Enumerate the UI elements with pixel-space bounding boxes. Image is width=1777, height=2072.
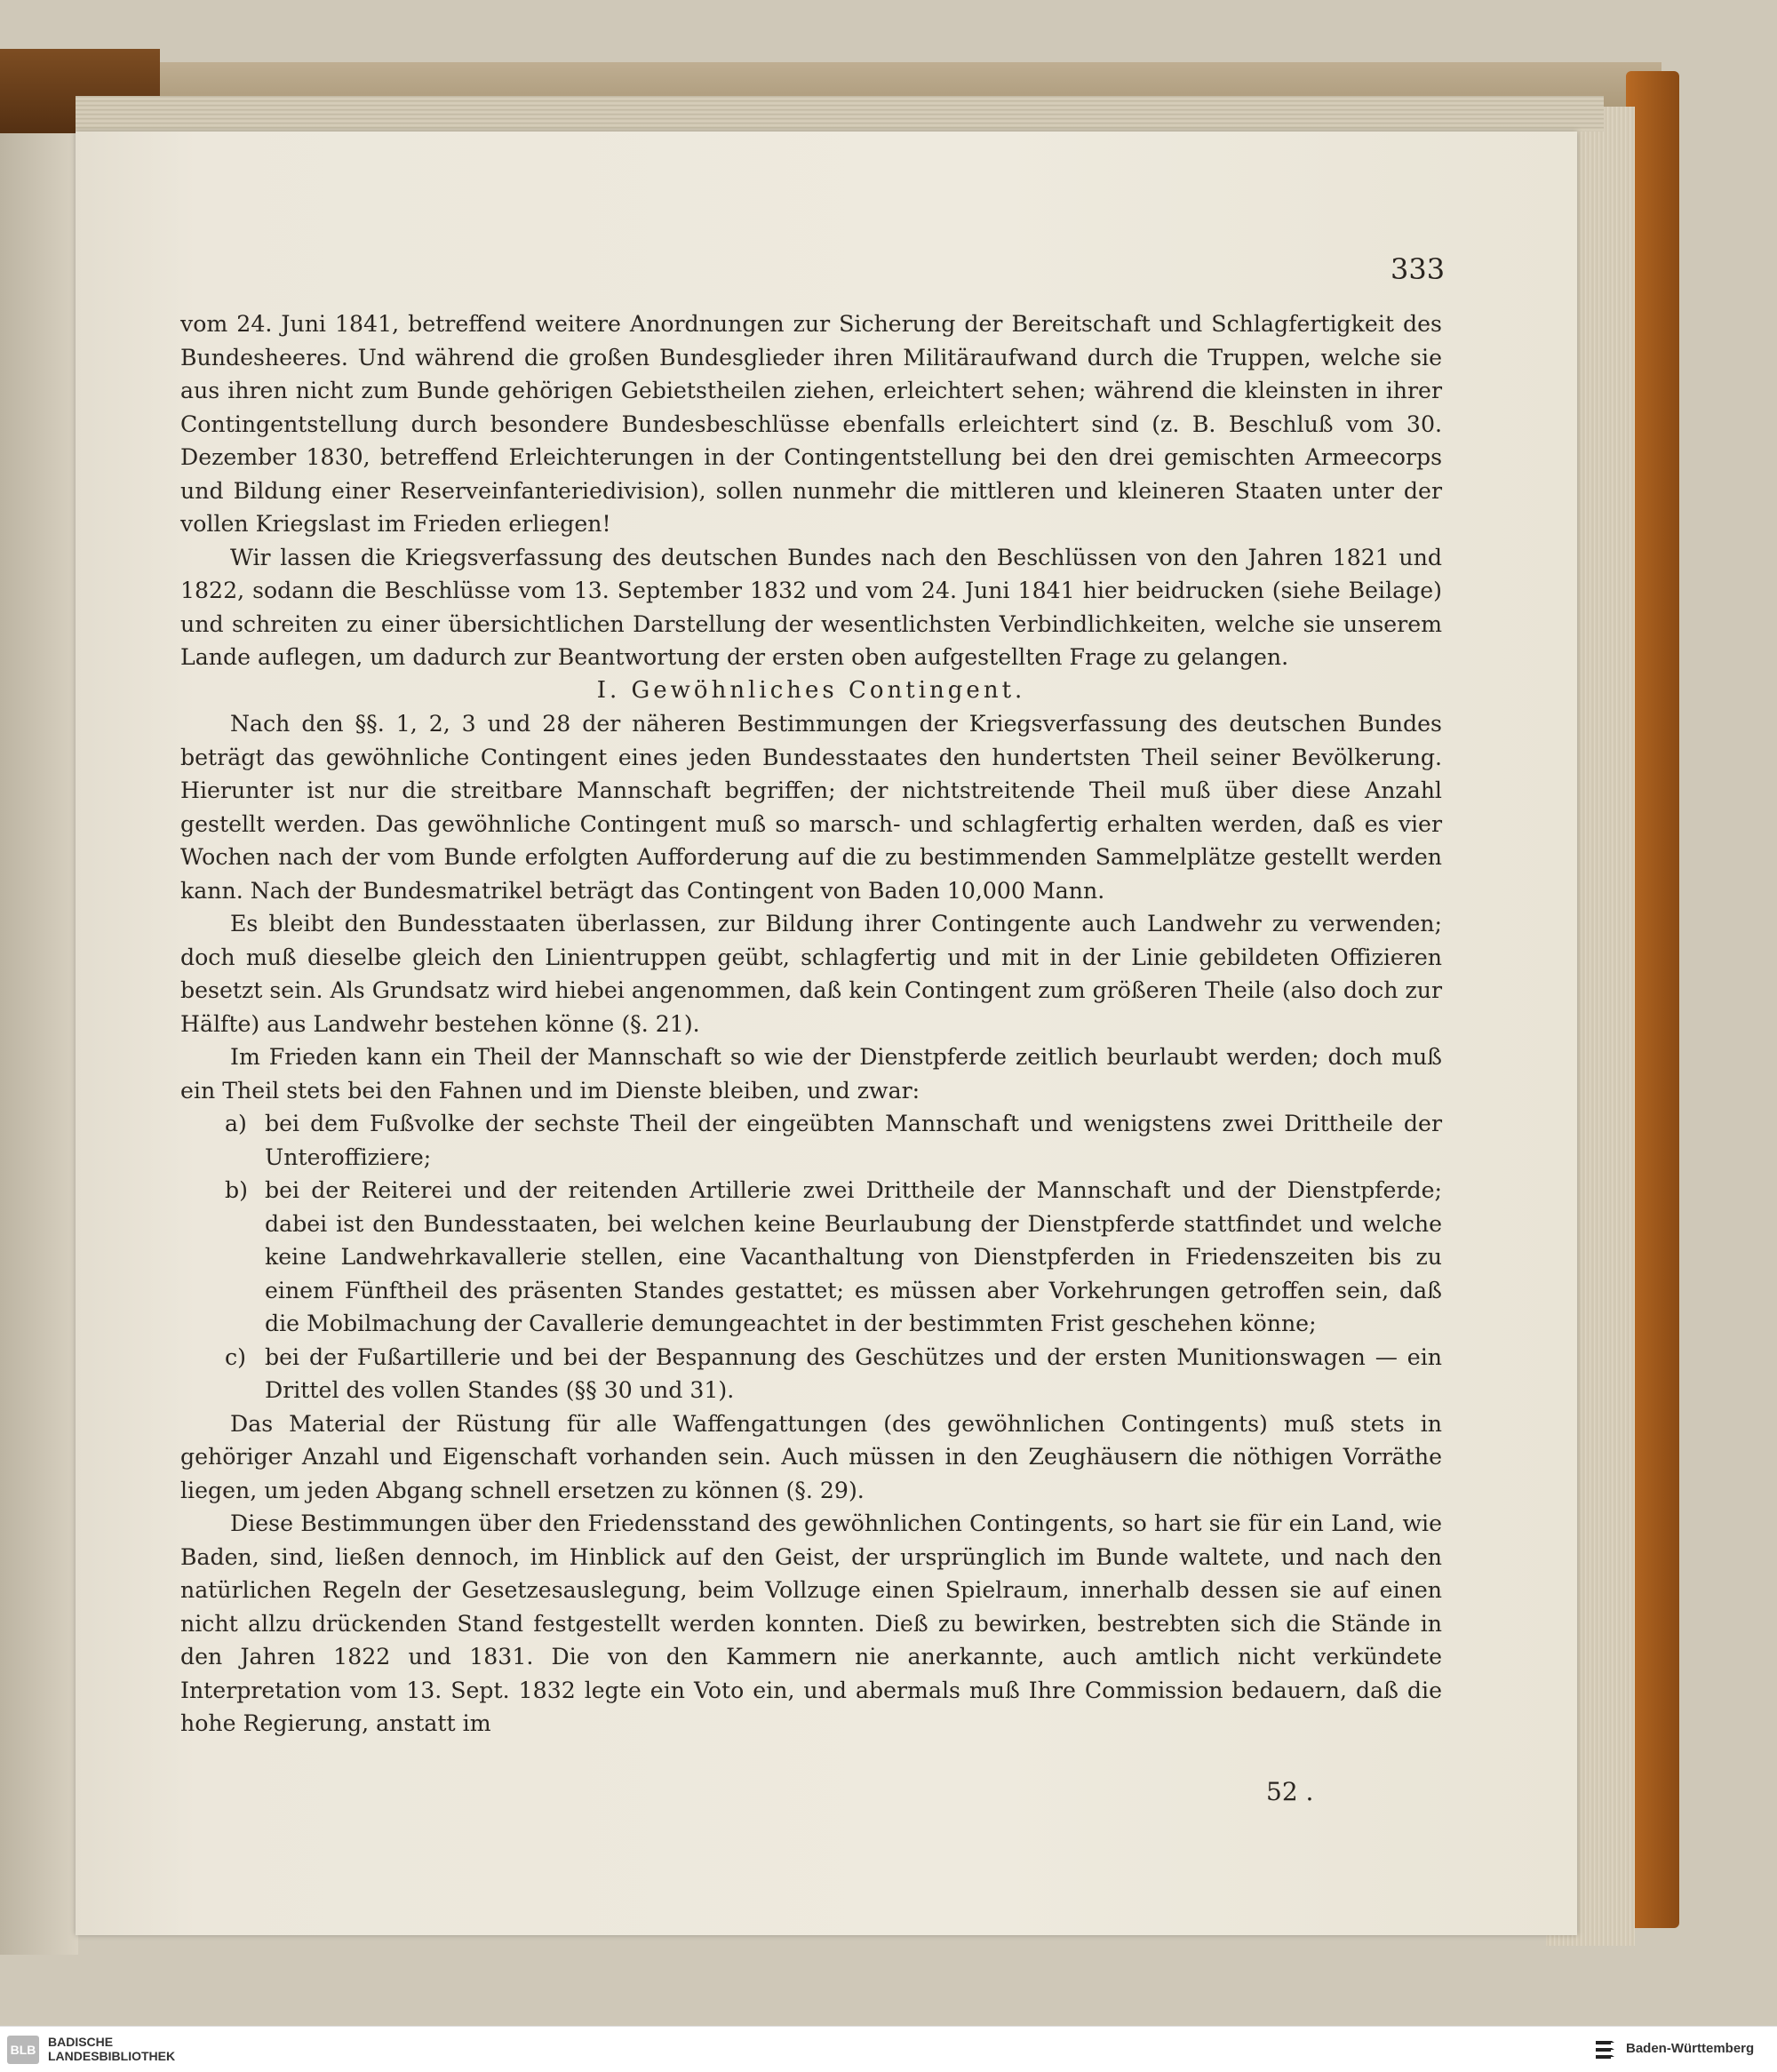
- blb-name-line1: BADISCHE: [48, 2035, 114, 2049]
- page-number: 333: [1391, 252, 1446, 286]
- list-marker: c): [225, 1343, 246, 1370]
- blb-name-line2: LANDESBIBLIOTHEK: [48, 2049, 176, 2063]
- list-item: [180, 1341, 1442, 1407]
- paragraph: vom 24. Juni 1841, betreffend weitere Anordnungen zur Sicherung der Bereitschaft und Schlagfertigkeit des Bundesheeres. Und während die großen Bundesglieder ihren Militäraufwand durch die Truppen, welche sie aus ihren nicht zum Bunde gehörigen Gebietstheilen ziehen, erleichtert sehen; während die kleinsten in ihrer Contingentstellung durch besondere Bundesbeschlüsse ebenfalls erleichtert sind (z. B. Beschluß vom 30. Dezember 1830, betreffend Erleichterungen in der Contingentstellung bei den drei gemischten Armeecorps und Bildung einer Reserveinfanteriedivision), sollen nunmehr die mittleren und kleineren Staaten unter der vollen Kriegslast im Frieden erliegen!: [180, 311, 1442, 537]
- three-lions-icon[interactable]: [1593, 2037, 1620, 2062]
- signature-mark: 52 .: [1266, 1777, 1314, 1806]
- list-item-text: bei dem Fußvolke der sechste Theil der eingeübten Mannschaft und wenigstens zwei Drittheile der Unteroffiziere;: [265, 1111, 1442, 1170]
- bw-name[interactable]: Baden-Württemberg: [1626, 2041, 1755, 2056]
- list-item: [180, 1107, 1442, 1174]
- list-item-text: bei der Reiterei und der reitenden Artillerie zwei Drittheile der Mannschaft und der Dienstpferde; dabei ist den Bundesstaaten, bei welchen keine Beurlaubung der Dienstpferde stattfindet und welche keine Landwehrkavallerie stellen, eine Vacanthaltung von Dienstpferden in Friedenszeiten bis zu einem Fünftheil des präsenten Standes gestattet; es müssen aber Vorkehrungen getroffen sein, daß die Mobilmachung der Cavallerie demungeachtet in der bestimmten Frist geschehen könne;: [265, 1177, 1442, 1336]
- blb-name[interactable]: [48, 2035, 175, 2063]
- list-marker: a): [225, 1111, 247, 1136]
- paragraph: Das Material der Rüstung für alle Waffengattungen (des gewöhnlichen Contingents) muß stets in gehöriger Anzahl und Eigenschaft vorhanden sein. Auch müssen in den Zeughäusern die nöthigen Vorräthe liegen, um jeden Abgang schnell ersetzen zu können (§. 29).: [180, 1410, 1442, 1503]
- left-page-edge: [0, 133, 78, 1955]
- viewer-footer: [0, 2026, 1777, 2072]
- list-item: [180, 1174, 1442, 1341]
- paragraph: Nach den §§. 1, 2, 3 und 28 der näheren Bestimmungen der Kriegsverfassung des deutschen Bundes beträgt das gewöhnliche Contingent eines jeden Bundesstaates den hundertsten Theil seiner Bevölkerung. Hierunter ist nur die streitbare Mannschaft begriffen; der nichtstreitende Theil muß über diese Anzahl gestellt werden. Das gewöhnliche Contingent muß so marsch- und schlagfertig erhalten werden, daß es vier Wochen nach der vom Bunde erfolgten Aufforderung auf die zu bestimmenden Sammelplätze gestellt werden kann. Nach der Bundesmatrikel beträgt das Contingent von Baden 10,000 Mann.: [180, 711, 1442, 904]
- paragraph: Es bleibt den Bundesstaaten überlassen, zur Bildung ihrer Contingente auch Landwehr zu verwenden; doch muß dieselbe gleich den Linientruppen geübt, schlagfertig und mit in der Linie gebildeten Offizieren besetzt sein. Als Grundsatz wird hiebei angenommen, daß kein Contingent zum größeren Theile (also doch zur Hälfte) aus Landwehr bestehen könne (§. 21).: [180, 911, 1442, 1037]
- blb-logo[interactable]: BLB: [7, 2036, 39, 2064]
- enumerated-list: [180, 1107, 1442, 1407]
- page-body: [180, 307, 1442, 1741]
- paragraph: Wir lassen die Kriegsverfassung des deutschen Bundes nach den Beschlüssen von den Jahren 1821 und 1822, sodann die Beschlüsse vom 13. September 1832 und vom 24. Juni 1841 hier beidrucken (siehe Beilage) und schreiten zu einer übersichtlichen Darstellung der wesentlichsten Verbindlichkeiten, welche sie unserem Lande auflegen, um dadurch zur Beantwortung der ersten oben aufgestellten Frage zu gelangen.: [180, 544, 1442, 670]
- section-heading: I. Gewöhnliches Contingent.: [596, 676, 1026, 704]
- page-stack-top: [76, 96, 1604, 131]
- list-marker: b): [225, 1177, 248, 1203]
- paragraph: Im Frieden kann ein Theil der Mannschaft so wie der Dienstpferde zeitlich beurlaubt werden; doch muß ein Theil stets bei den Fahnen und im Dienste bleiben, und zwar:: [180, 1044, 1442, 1104]
- list-item-text: bei der Fußartillerie und bei der Bespannung des Geschützes und der ersten Munitionswagen — ein Drittel des vollen Standes (§§ 30 und 31).: [265, 1343, 1442, 1403]
- paragraph: Diese Bestimmungen über den Friedensstand des gewöhnlichen Contingents, so hart sie für ein Land, wie Baden, sind, ließen dennoch, im Hinblick auf den Geist, der ursprünglich im Bunde waltete, und nach den natürlichen Regeln der Gesetzesauslegung, beim Vollzuge einen Spielraum, innerhalb dessen sie auf einen nicht allzu drückenden Stand festgestellt werden konnten. Dieß zu bewirken, bestrebten sich die Stände in den Jahren 1822 und 1831. Die von den Kammern nie anerkannte, auch amtlich nicht verkündete Interpretation vom 13. Sept. 1832 legte ein Voto ein, und abermals muß Ihre Commission bedauern, daß die hohe Regierung, anstatt im: [180, 1510, 1442, 1736]
